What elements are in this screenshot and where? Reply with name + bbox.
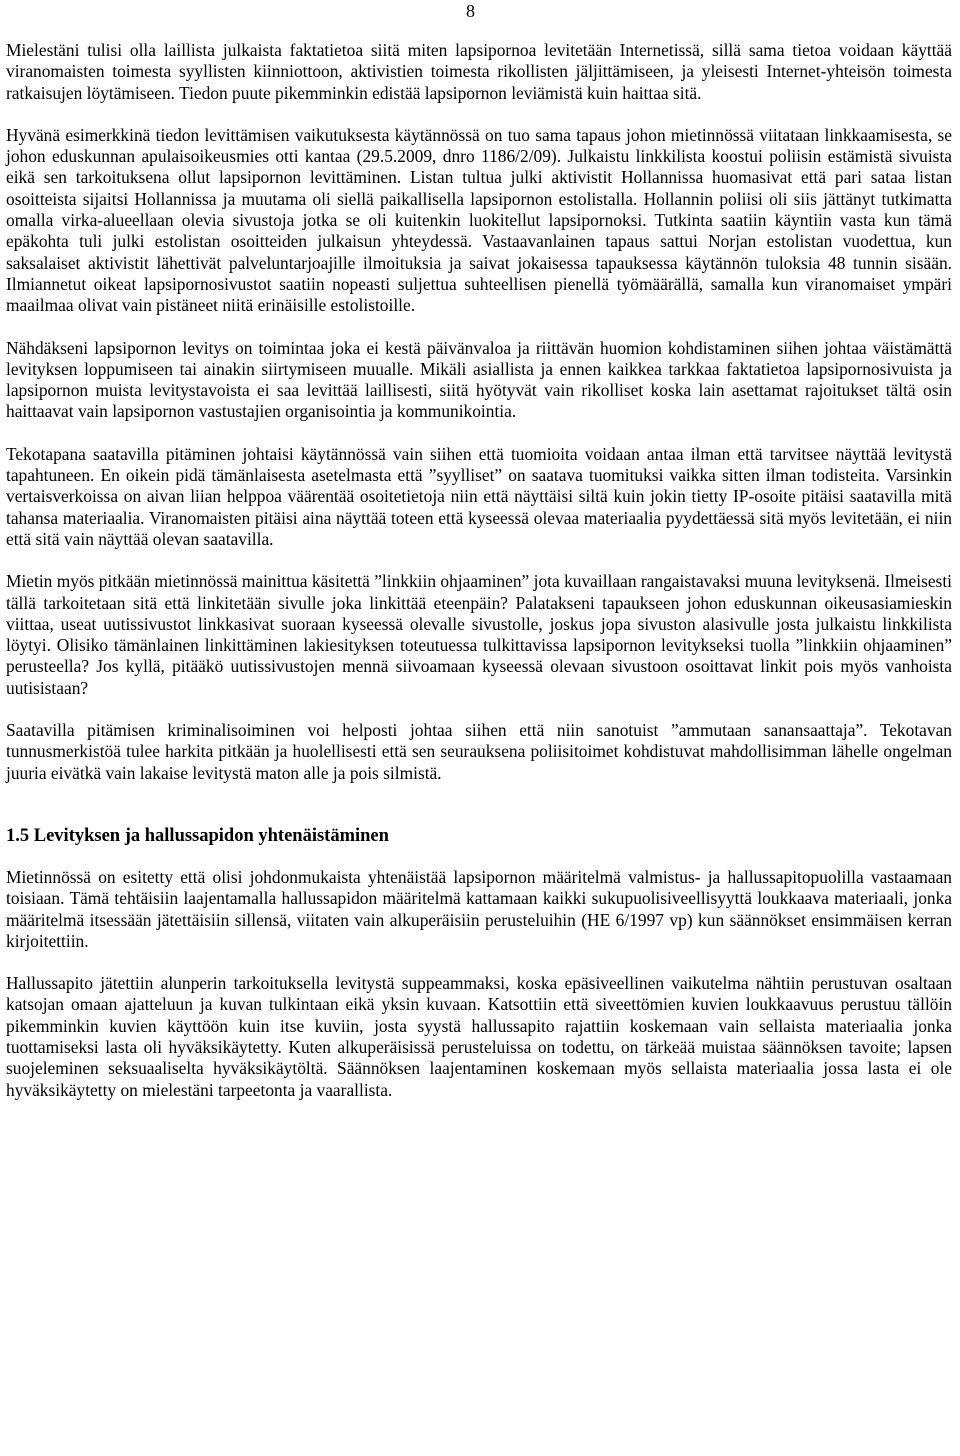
paragraph-possession-history: Hallussapito jätettiin alunperin tarkoituksella levitystä suppeammaksi, koska epäsiveellinen vaikutelma nähtiin perustuvan osaltaan katsojan omaan ajatteluun ja kuvan tulkintaan eikä yksin kuvaan. Katsottiin että siveettömien kuvien loukkaavuus perustuu tällöin pikemminkin kuvien käyttöön kuin itse kuviin, josta syystä hallussapito rajattiin koskemaan vain sellaista materiaalia jonka tuottamiseksi lasta oli hyväksikäytetty. Kuten alkuperäisissä perusteluissa on todettu, on tärkeää muistaa säännöksen tavoite; lapsen suojeleminen seksuaaliselta hyväksikäytöltä. Säännöksen laajentaminen koskemaan myös sellaista materiaalia jossa lasta ei ole hyväksikäytetty on mielestäni tarpeetonta ja vaarallista. [6,973,952,1100]
paragraph-distribution-attention: Nähdäkseni lapsipornon levitys on toimintaa joka ei kestä päivänvaloa ja riittävän huomion kohdistaminen siihen johtaa väistämättä levityksen loppumiseen tai ainakin siirtymiseen muualle. Mikäli asiallista ja ennen kaikkea tarkkaa faktatietoa lapsipornosivuista ja lapsipornon muista levitystavoista ei saa levittää laillisesti, siitä hyötyvät vain rikolliset koska lain asettamat rajoitukset tältä osin haittaavat vain lapsipornon vastustajien organisointia ja kommunikointia. [6,337,952,422]
section-heading: 1.5 Levityksen ja hallussapidon yhtenäistäminen [6,825,389,846]
paragraph-information-sharing: Mielestäni tulisi olla laillista julkaista faktatietoa siitä miten lapsipornoa levitetään Internetissä, sillä sama tietoa voidaan käyttää viranomaisten toimesta syyllisten kiinniottoon, aktivistien toimesta rikollisten jäljittämiseen, ja yleisesti Internet-yhteisön toimesta ratkaisujen löytämiseen. Tiedon puute pikemminkin edistää lapsipornon leviämistä kuin haittaa sitä. [6,40,952,103]
paragraph-link-directing: Mietin myös pitkään mietinnössä mainittua käsitettä ”linkkiin ohjaaminen” jota kuvaillaan rangaistavaksi muuna levityksenä. Ilmeisesti tällä tarkoitetaan sitä että linkitetään sivulle joka linkittää eteenpäin? Palatakseni tapaukseen johon eduskunnan oikeusasiamieskin viittaa, useat uutissivustot linkkasivat suoraan kyseessä olevalle sivustolle, joskus jopa sivuston alasivulle josta julkaistu linkkilista löytyi. Olisiko tämänlainen linkittäminen lakiesityksen toteutuessa tulkittavissa lapsipornon levitykseksi tuolla ”linkkiin ohjaaminen” perusteella? Jos kyllä, pitääkö uutissivustojen mennä siivoamaan kyseessä olevaan sivustoon osoittavat linkit pois myös vanhoista uutisistaan? [6,571,952,698]
paragraph-linking-example: Hyvänä esimerkkinä tiedon levittämisen vaikutuksesta käytännössä on tuo sama tapaus johon mietinnössä viitataan linkkaamisesta, se johon eduskunnan apulaisoikeusmies otti kantaa (29.5.2009, dnro 1186/2/09). Julkaistu linkkilista koostui poliisin estämistä sivuista eikä sen tarkoituksena ollut lapsipornon levittäminen. Listan tultua julki aktivistit Hollannissa huomasivat että pari sataa listan osoitteista sijaitsi Hollannissa ja muutama oli siellä paikallisella lapsipornon estolistalla. Hollannin poliisi oli siis jättänyt tutkimatta omalla virka-alueellaan olevia sivustoja jotka se oli kuitenkin luokitellut lapsipornoksi. Tutkinta saatiin käyntiin vasta kun tämä epäkohta tuli julki estolistan osoitteiden julkaisun yhteydessä. Vastaavanlainen tapaus sattui Norjan estolistan vuodettua, kun saksalaiset aktivistit lähettivät palveluntarjoajille ilmoituksia ja saivat jokaisessa tapauksessa käytännön tuloksia 48 tunnin sisään. Ilmiannetut oikeat lapsipornosivustot saatiin nopeasti suljettua suhteellisen pienellä työmäärällä, samalla kun viranomaiset ympäri maailmaa olivat vain pistäneet niitä erinäisille estolistoille. [6,124,952,316]
page-number: 8 [466,1,475,21]
paragraph-criminalization-risk: Saatavilla pitämisen kriminalisoiminen voi helposti johtaa siihen että niin sanotuist ”ammutaan sanansaattaja”. Tekotavan tunnusmerkistöä tulee harkita pitkään ja huolellisesti että sen seurauksena poliisitoimet kohdistuvat mahdollisimman lähelle ongelman juuria eivätkä vain lakaise levitystä maton alle ja pois silmistä. [6,720,952,783]
document-body [6,40,952,1122]
paragraph-availability-offence: Tekotapana saatavilla pitäminen johtaisi käytännössä vain siihen että tuomioita voidaan antaa ilman että tarvitsee näyttää levitystä tapahtuneen. En oikein pidä tämänlaisesta asetelmasta että ”syylliset” on saatava tuomituksi vaikka sitten ilman todisteita. Varsinkin vertaisverkoissa on aivan liian helppoa väärentää osoitetietoja niin että näyttäisi siltä kuin jokin tietty IP-osoite pitäisi saatavilla mitä tahansa materiaalia. Viranomaisten pitäisi aina näyttää toteen että kyseessä olevaa materiaalia pyydettäessä sitä myös levitetään, ei niin että sitä vain näyttää olevan saatavilla. [6,443,952,549]
paragraph-harmonization-proposal: Mietinnössä on esitetty että olisi johdonmukaista yhtenäistää lapsipornon määritelmä valmistus- ja hallussapitopuolilla vastaamaan toisiaan. Tämä tehtäisiin laajentamalla hallussapidon määritelmä kattamaan kaikki sukupuolisiveellisyyttä loukkaava materiaali, jonka määritelmä itsessään jätettäisiin sillensä, viitaten vain alkuperäisiin perusteluihin (HE 6/1997 vp) kun säännökset ensimmäisen kerran kirjoitettiin. [6,866,952,951]
